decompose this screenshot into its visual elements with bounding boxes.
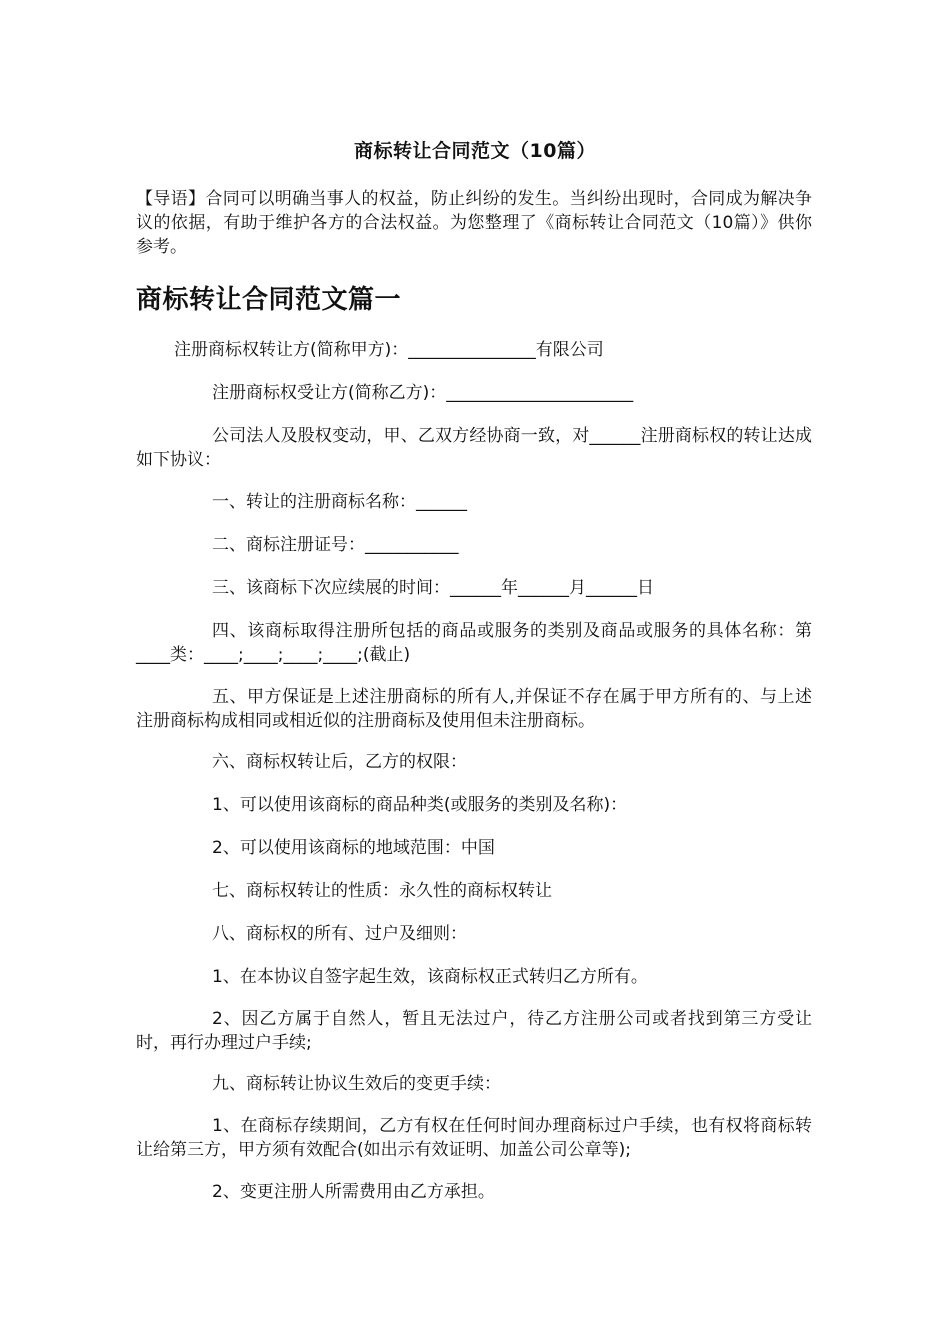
- paragraph-clause-9-1: 1、在商标存续期间，乙方有权在任何时间办理商标过户手续，也有权将商标转让给第三方，甲方须有效配合(如出示有效证明、加盖公司公章等);: [136, 1116, 812, 1160]
- paragraph-clause-1: 一、转让的注册商标名称：______: [212, 492, 467, 512]
- paragraph-transferee: 注册商标权受让方(简称乙方)：______________________: [212, 383, 634, 403]
- document-title: 商标转让合同范文（10篇）: [354, 140, 596, 162]
- paragraph-clause-8-2: 2、因乙方属于自然人，暂且无法过户，待乙方注册公司或者找到第三方受让时，再行办理过户手续;: [136, 1009, 812, 1053]
- paragraph-clause-8-1: 1、在本协议自签字起生效，该商标权正式转归乙方所有。: [212, 967, 648, 987]
- paragraph-clause-6-2: 2、可以使用该商标的地域范围：中国: [212, 838, 495, 858]
- paragraph-clause-5: 五、甲方保证是上述注册商标的所有人,并保证不存在属于甲方所有的、与上述注册商标构成相同或相近似的注册商标及使用但未注册商标。: [136, 687, 812, 731]
- section-heading: 商标转让合同范文篇一: [136, 285, 402, 315]
- paragraph-clause-3: 三、该商标下次应续展的时间：______年______月______日: [212, 578, 654, 598]
- paragraph-clause-9: 九、商标转让协议生效后的变更手续：: [212, 1074, 501, 1094]
- paragraph-clause-6: 六、商标权转让后，乙方的权限：: [212, 752, 467, 772]
- paragraph-clause-2: 二、商标注册证号：___________: [212, 535, 459, 555]
- paragraph-transferor: 注册商标权转让方(简称甲方)：_______________有限公司: [174, 340, 604, 360]
- paragraph-clause-6-1: 1、可以使用该商标的商品种类(或服务的类别及名称)：: [212, 795, 628, 815]
- paragraph-clause-8: 八、商标权的所有、过户及细则：: [212, 924, 467, 944]
- intro-paragraph: 【导语】合同可以明确当事人的权益，防止纠纷的发生。当纠纷出现时，合同成为解决争议的依据，有助于维护各方的合法权益。为您整理了《商标转让合同范文（10篇）》供你参考。: [136, 189, 812, 257]
- paragraph-clause-9-2: 2、变更注册人所需费用由乙方承担。: [212, 1182, 495, 1202]
- paragraph-clause-7: 七、商标权转让的性质：永久性的商标权转让: [212, 881, 552, 901]
- paragraph-clause-4: 四、该商标取得注册所包括的商品或服务的类别及商品或服务的具体名称：第____类：____;____;____;____;(截止): [136, 621, 812, 665]
- paragraph-agreement-intro: 公司法人及股权变动，甲、乙双方经协商一致，对______注册商标权的转让达成如下协议：: [136, 426, 812, 470]
